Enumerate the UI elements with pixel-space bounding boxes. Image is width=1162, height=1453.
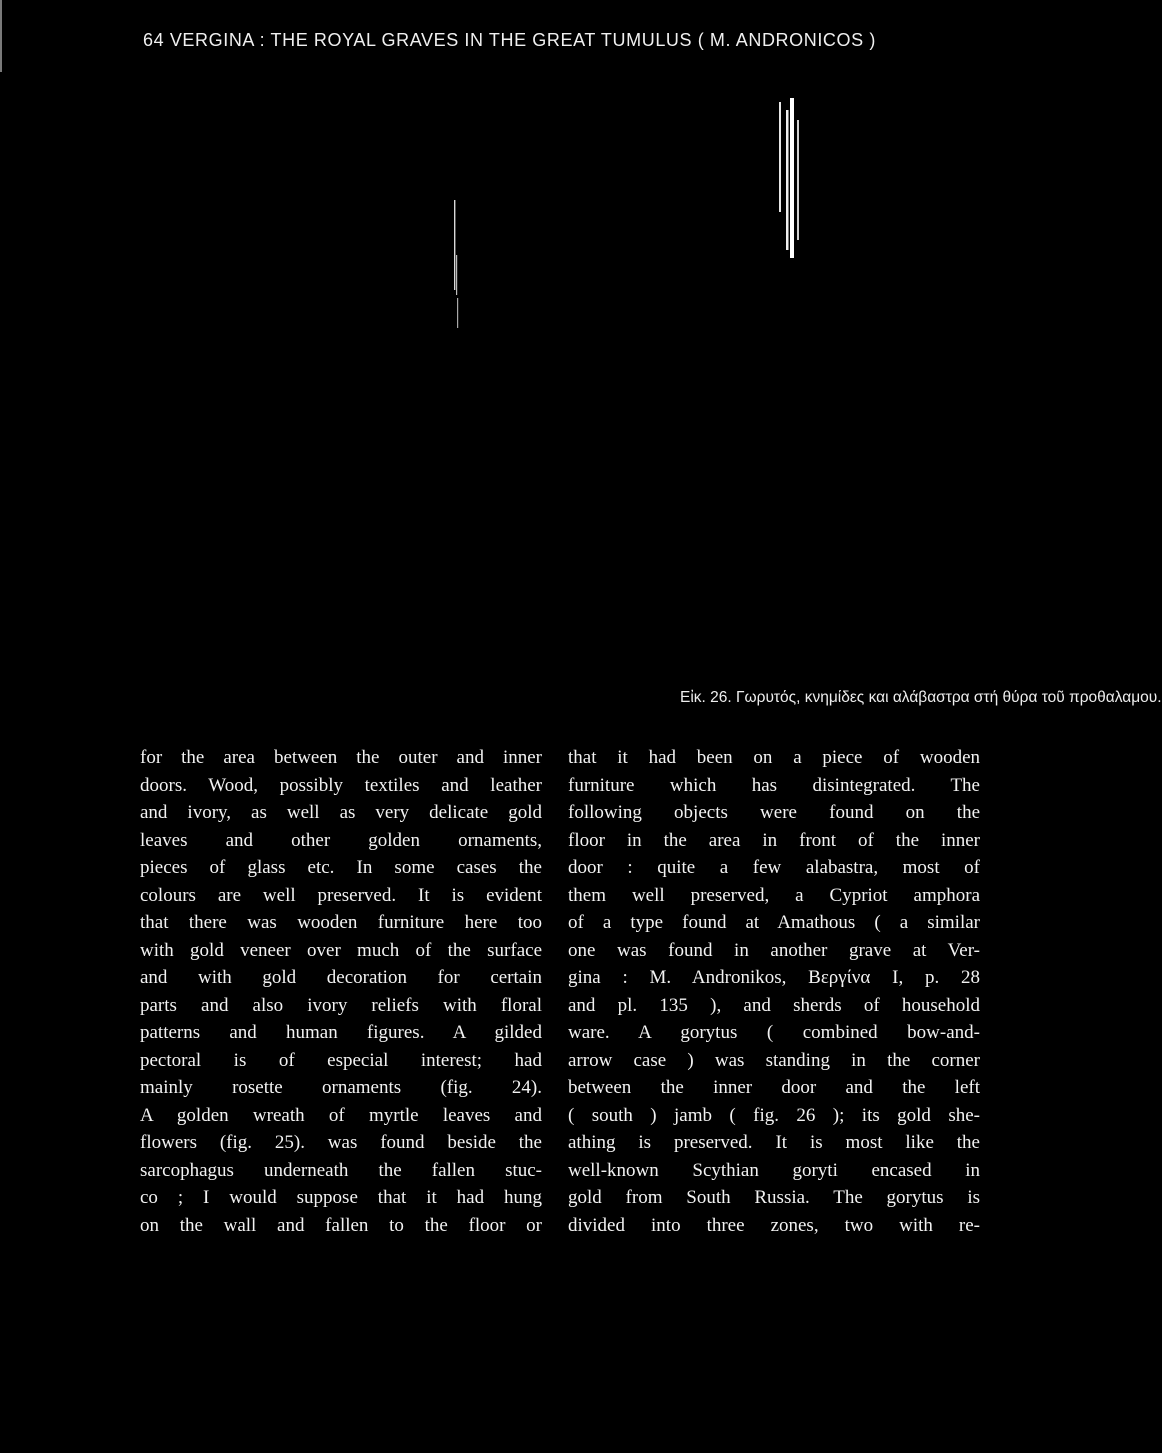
text-line: one was found in another grave at Ver- [568,939,980,961]
text-line: ware. A gorytus ( combined bow-and- [568,1022,980,1043]
text-line: well-known Scythian goryti encased in [568,1159,980,1181]
text-line: them well preserved, a Cypriot amphora [568,884,980,906]
figure-photo [0,80,1024,680]
text-line: on the wall and fallen to the floor or [140,1214,542,1236]
left-text-column [140,744,542,1239]
text-line: athing is preserved. It is most like the [568,1132,980,1153]
text-line: and with gold decoration for certain [140,967,542,988]
text-line: for the area between the outer and inner [140,747,542,768]
text-line: and pl. 135 ), and sherds of household [568,994,980,1016]
text-line: A golden wreath of myrtle leaves and [140,1104,542,1126]
text-line: pectoral is of especial interest; had [140,1049,542,1071]
text-line: arrow case ) was standing in the corner [568,1049,980,1071]
text-line: following objects were found on the [568,802,980,823]
text-line: that it had been on a piece of wooden [568,747,980,768]
text-line: floor in the area in front of the inner [568,829,980,851]
text-line: that there was wooden furniture here too [140,912,542,933]
running-head: 64 VERGINA : THE ROYAL GRAVES IN THE GREAT TUMULUS ( M. ANDRONICOS ) [143,30,876,50]
text-line: and ivory, as well as very delicate gold [140,802,542,823]
text-line: with gold veneer over much of the surface [140,939,542,961]
text-line: gold from South Russia. The gorytus is [568,1187,980,1208]
photo-artifact-strokes [0,80,1024,680]
page-edge-rule [0,0,2,72]
text-line: colours are well preserved. It is evident [140,884,542,906]
text-line: sarcophagus underneath the fallen stuc- [140,1159,542,1181]
right-text-column [568,744,980,1239]
text-line: leaves and other golden ornaments, [140,829,542,851]
text-line: ( south ) jamb ( fig. 26 ); its gold she- [568,1104,980,1126]
figure-caption: Εἰκ. 26. Γωρυτός, κνημίδες και αλάβαστρα στή θύρα τοῦ προθαλαμου. [680,689,1162,706]
text-line: parts and also ivory reliefs with floral [140,994,542,1016]
text-line: door : quite a few alabastra, most of [568,857,980,878]
text-line: divided into three zones, two with re- [568,1214,980,1236]
text-line: doors. Wood, possibly textiles and leather [140,774,542,796]
text-line: of a type found at Amathous ( a similar [568,912,980,933]
text-line: furniture which has disintegrated. The [568,774,980,796]
text-line: between the inner door and the left [568,1077,980,1098]
text-line: pieces of glass etc. In some cases the [140,857,542,878]
text-line: patterns and human figures. A gilded [140,1022,542,1043]
text-line: flowers (fig. 25). was found beside the [140,1132,542,1153]
text-line: mainly rosette ornaments (fig. 24). [140,1077,542,1098]
text-line: gina : M. Andronikos, Βεργίνα I, p. 28 [568,967,980,988]
text-line: co ; I would suppose that it had hung [140,1187,542,1208]
